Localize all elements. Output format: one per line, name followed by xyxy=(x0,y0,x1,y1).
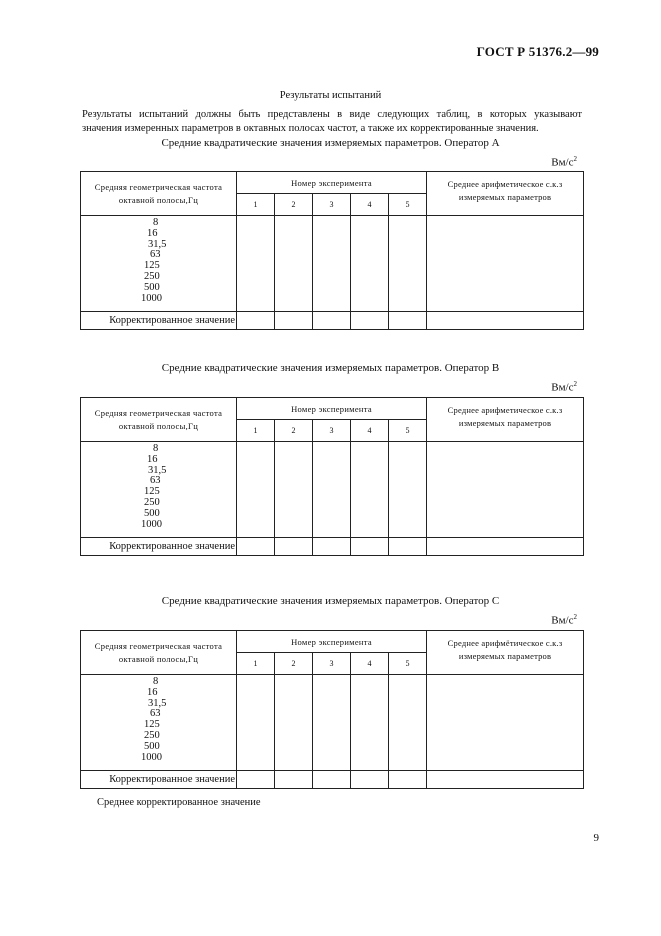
frequency-list xyxy=(81,216,237,312)
data-cell xyxy=(389,771,427,789)
unit-exponent: 2 xyxy=(573,613,577,621)
frequency-value: 16 xyxy=(147,453,158,465)
data-cell xyxy=(275,216,313,312)
document-standard-header: ГОСТ Р 51376.2—99 xyxy=(476,44,599,59)
header-frequency: Средняя геометрическая частота октавной полосы,Гц xyxy=(81,631,237,675)
frequency-value: 63 xyxy=(150,708,161,720)
experiment-number-cell: 3 xyxy=(313,194,351,216)
section-title: Результаты испытаний xyxy=(279,90,382,101)
header-experiment-number: Номер эксперимента xyxy=(237,172,427,194)
data-cell xyxy=(427,442,584,538)
header-experiment-number: Номер эксперимента xyxy=(237,398,427,420)
data-cell xyxy=(313,312,351,330)
data-cell xyxy=(427,771,584,789)
page-number: 9 xyxy=(593,832,599,844)
table-c-caption: Средние квадратические значения измеряемых параметров. Оператор С xyxy=(161,595,500,607)
frequency-value: 125 xyxy=(144,486,160,498)
experiment-number-cell: 1 xyxy=(237,653,275,675)
data-cell xyxy=(313,442,351,538)
header-mean-value: Среднее арифметическое с.к.з измеряемых параметров xyxy=(427,398,584,442)
frequency-value: 1000 xyxy=(141,751,162,763)
data-cell xyxy=(237,771,275,789)
table-b-caption: Средние квадратические значения измеряемых параметров. Оператор В xyxy=(161,362,500,374)
corrected-value-label: Корректированное значение xyxy=(81,538,237,556)
frequency-value: 63 xyxy=(150,249,161,261)
corrected-value-label: Корректированное значение xyxy=(81,771,237,789)
experiment-number-cell: 3 xyxy=(313,420,351,442)
data-cell xyxy=(313,216,351,312)
frequency-list xyxy=(81,442,237,538)
frequency-value: 500 xyxy=(144,281,160,293)
data-cell xyxy=(313,675,351,771)
data-cell xyxy=(275,442,313,538)
experiment-number-cell: 4 xyxy=(351,420,389,442)
frequency-value: 250 xyxy=(144,729,160,741)
experiment-number-cell: 1 xyxy=(237,194,275,216)
data-cell xyxy=(237,312,275,330)
table-operator-c xyxy=(80,630,584,789)
data-cell xyxy=(389,312,427,330)
data-cell xyxy=(351,538,389,556)
frequency-value: 125 xyxy=(144,719,160,731)
header-experiment-number: Номер эксперимента xyxy=(237,631,427,653)
data-cell xyxy=(351,312,389,330)
data-cell xyxy=(275,538,313,556)
experiment-number-cell: 2 xyxy=(275,194,313,216)
data-cell xyxy=(237,538,275,556)
data-cell xyxy=(275,771,313,789)
paragraph-line-1: Результаты испытаний должны быть представлены в виде следующих таблиц, в которых указывают xyxy=(82,109,582,120)
section-paragraph xyxy=(82,108,582,136)
experiment-number-cell: 1 xyxy=(237,420,275,442)
experiment-number-cell: 2 xyxy=(275,420,313,442)
frequency-value: 8 xyxy=(153,676,159,687)
corrected-value-label: Корректированное значение xyxy=(81,312,237,330)
data-cell xyxy=(351,216,389,312)
header-frequency: Средняя геометрическая частота октавной полосы,Гц xyxy=(81,398,237,442)
table-a-unit xyxy=(551,155,577,169)
frequency-value: 16 xyxy=(147,227,158,239)
data-cell xyxy=(313,538,351,556)
data-cell xyxy=(351,771,389,789)
average-corrected-note: Среднее корректированное значение xyxy=(97,797,261,808)
data-cell xyxy=(389,675,427,771)
experiment-number-cell: 2 xyxy=(275,653,313,675)
data-cell xyxy=(427,675,584,771)
data-cell xyxy=(237,216,275,312)
data-cell xyxy=(427,538,584,556)
frequency-value: 250 xyxy=(144,496,160,508)
paragraph-line-2: значения измеренных параметров в октавных полосах частот, а также их корректированные значения. xyxy=(82,123,539,134)
frequency-value: 500 xyxy=(144,740,160,752)
unit-exponent: 2 xyxy=(573,155,577,163)
unit-text: Вм/с xyxy=(551,156,574,169)
unit-text: Вм/с xyxy=(551,614,574,627)
data-cell xyxy=(389,538,427,556)
experiment-number-cell: 3 xyxy=(313,653,351,675)
header-mean-value: Среднее арифметическое с.к.з измеряемых параметров xyxy=(427,172,584,216)
header-frequency: Средняя геометрическая частота октавной полосы,Гц xyxy=(81,172,237,216)
data-cell xyxy=(275,312,313,330)
data-cell xyxy=(427,216,584,312)
experiment-number-cell: 5 xyxy=(389,420,427,442)
frequency-value: 1000 xyxy=(141,518,162,530)
table-c-unit xyxy=(551,613,577,627)
experiment-number-cell: 5 xyxy=(389,653,427,675)
data-cell xyxy=(427,312,584,330)
frequency-value: 1000 xyxy=(141,292,162,304)
data-cell xyxy=(237,675,275,771)
frequency-value: 16 xyxy=(147,686,158,698)
table-a-caption: Средние квадратические значения измеряемых параметров. Оператор А xyxy=(161,137,500,149)
data-cell xyxy=(389,216,427,312)
frequency-value: 8 xyxy=(153,443,159,454)
data-cell xyxy=(275,675,313,771)
experiment-number-cell: 4 xyxy=(351,653,389,675)
frequency-value: 31,5 xyxy=(148,464,167,476)
unit-exponent: 2 xyxy=(573,380,577,388)
table-b-unit xyxy=(551,380,577,394)
frequency-value: 31,5 xyxy=(148,238,167,250)
frequency-value: 500 xyxy=(144,507,160,519)
data-cell xyxy=(389,442,427,538)
unit-text: Вм/с xyxy=(551,381,574,394)
frequency-list xyxy=(81,675,237,771)
frequency-value: 63 xyxy=(150,475,161,487)
experiment-number-cell: 5 xyxy=(389,194,427,216)
data-cell xyxy=(237,442,275,538)
header-mean-value: Среднее арифмётическое с.к.з измеряемых параметров xyxy=(427,631,584,675)
table-operator-a xyxy=(80,171,584,330)
data-cell xyxy=(351,675,389,771)
frequency-value: 31,5 xyxy=(148,697,167,709)
experiment-number-cell: 4 xyxy=(351,194,389,216)
frequency-value: 125 xyxy=(144,260,160,272)
frequency-value: 8 xyxy=(153,217,159,228)
data-cell xyxy=(351,442,389,538)
frequency-value: 250 xyxy=(144,270,160,282)
table-operator-b xyxy=(80,397,584,556)
data-cell xyxy=(313,771,351,789)
